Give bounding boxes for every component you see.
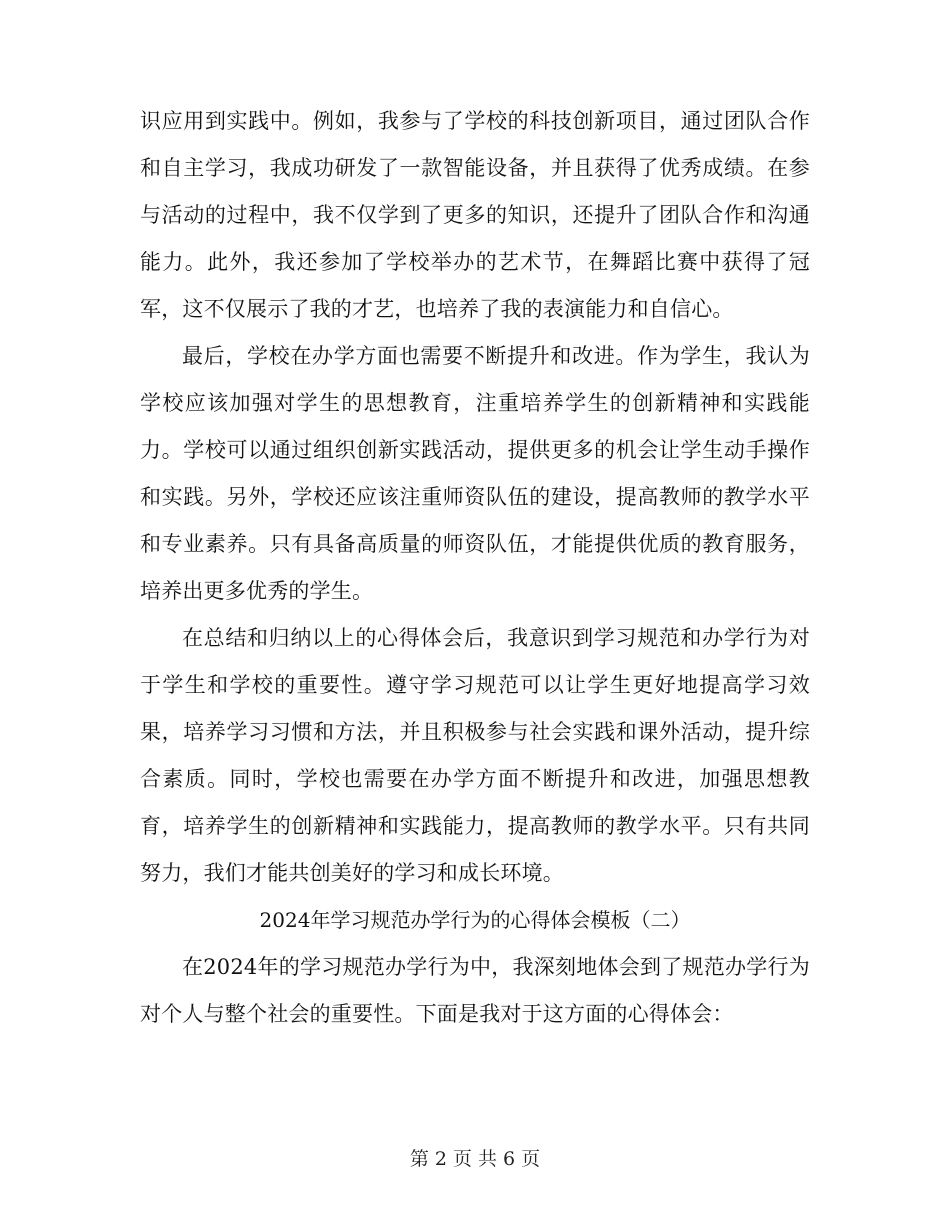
page-number-footer: 第 2 页 共 6 页 [409, 1148, 541, 1170]
section-title: 2024年学习规范办学行为的心得体会模板（二） [259, 908, 691, 932]
paragraph-continuation: 识应用到实践中。例如，我参与了学校的科技创新项目，通过团队合作和自主学习，我成功研发了一款智能设备，并且获得了优秀成绩。在参与活动的过程中，我不仅学到了更多的知识，还提升了团队合作和沟通能力。此外，我还参加了学校举办的艺术节，在舞蹈比赛中获得了冠军，这不仅展示了我的才艺，也培养了我的表演能力和自信心。 [140, 109, 810, 321]
paragraph-intro: 在2024年的学习规范办学行为中，我深刻地体会到了规范办学行为对个人与整个社会的重要性。下面是我对于这方面的心得体会： [140, 955, 810, 1026]
document-body [140, 98, 810, 1038]
paragraph-summary: 在总结和归纳以上的心得体会后，我意识到学习规范和办学行为对于学生和学校的重要性。遵守学习规范可以让学生更好地提高学习效果，培养学习习惯和方法，并且积极参与社会实践和课外活动，提升综合素质。同时，学校也需要在办学方面不断提升和改进，加强思想教育，培养学生的创新精神和实践能力，提高教师的教学水平。只有共同努力，我们才能共创美好的学习和成长环境。 [140, 626, 810, 885]
paragraph-school-improvement: 最后，学校在办学方面也需要不断提升和改进。作为学生，我认为学校应该加强对学生的思想教育，注重培养学生的创新精神和实践能力。学校可以通过组织创新实践活动，提供更多的机会让学生动手操作和实践。另外，学校还应该注重师资队伍的建设，提高教师的教学水平和专业素养。只有具备高质量的师资队伍，才能提供优质的教育服务，培养出更多优秀的学生。 [140, 344, 810, 603]
